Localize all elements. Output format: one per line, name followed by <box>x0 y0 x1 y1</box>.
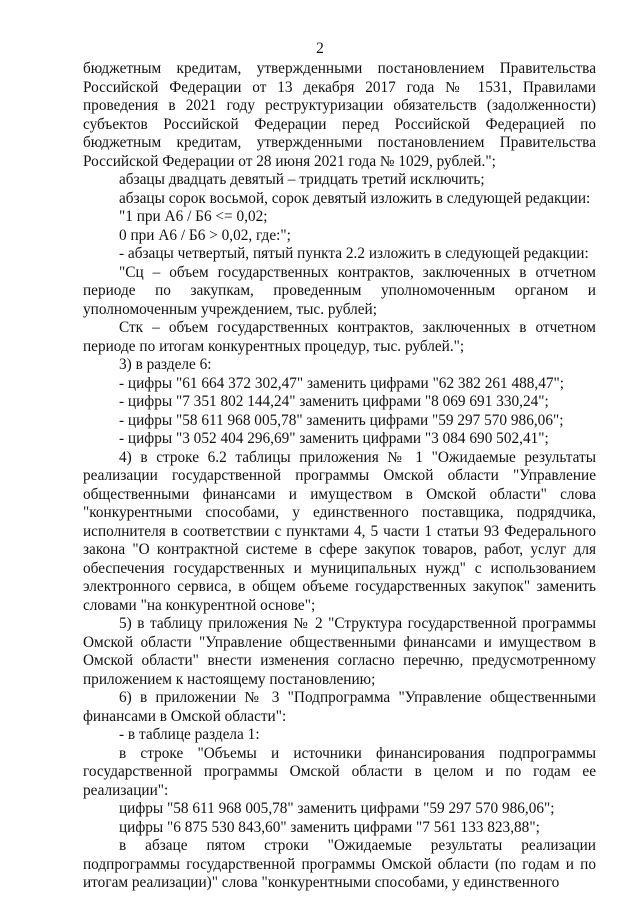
paragraph-18: в строке "Объемы и источники финансирования подпрограммы государственной программы Омской области в целом и по годам ее реализации": <box>83 744 596 799</box>
paragraph-8: Стк – объем государственных контрактов, заключенных в отчетном периоде по итогам конкурентных процедур, тыс. рублей."; <box>83 319 596 355</box>
paragraph-4: "1 при А6 / Б6 <= 0,02; <box>119 208 268 225</box>
paragraph-2: абзацы двадцать девятый – тридцать третий исключить; <box>119 171 485 188</box>
paragraph-10: - цифры "61 664 372 302,47" заменить цифрами "62 382 261 488,47"; <box>119 374 565 392</box>
paragraph-13: - цифры "3 052 404 296,69" заменить цифрами "3 084 690 502,41"; <box>119 430 549 447</box>
paragraph-1: бюджетным кредитам, утвержденными постановлением Правительства Российской Федерации от 13 декабря 2017 года № 1531, Правилами проведения в 2021 году реструктуризации обязательств (задолженности) субъектов Российской Федерации перед Российской Федерацией по бюджетным кредитам, утвержденными постановлением Правительства Российской Федерации от 28 июня 2021 года № 1029, рублей."; <box>83 60 596 170</box>
paragraph-21: в абзаце пятом строки "Ожидаемые результаты реализации подпрограммы государственной программы Омской области (по годам и по итогам реализации)" слова "конкурентными способами, у единственного <box>83 837 596 891</box>
paragraph-14: 4) в строке 6.2 таблицы приложения № 1 "Ожидаемые результаты реализации государственной программы Омской области "Управление общественными финансами и имуществом в Омской области" слова "конкурентными способами, у единственного поставщика, подрядчика, исполнителя в соответствии с пунктами 4, 5 части 1 статьи 93 Федерального закона "О контрактной системе в сфере закупок товаров, работ, услуг для обеспечения государственных и муниципальных нужд" с использованием электронного сервиса, в общем объеме государственных закупок" заменить словами "на конкурентной основе"; <box>83 448 596 614</box>
paragraph-11: - цифры "7 351 802 144,24" заменить цифрами "8 069 691 330,24"; <box>119 393 549 410</box>
paragraph-9: 3) в разделе 6: <box>119 356 212 373</box>
paragraph-12: - цифры "58 611 968 005,78" заменить цифрами "59 297 570 986,06"; <box>119 411 564 429</box>
paragraph-16: 6) в приложении № 3 "Подпрограмма "Управление общественными финансами в Омской области": <box>83 689 596 725</box>
paragraph-6: - абзацы четвертый, пятый пункта 2.2 изложить в следующей редакции: <box>119 245 589 262</box>
paragraph-3: абзацы сорок восьмой, сорок девятый изложить в следующей редакции: <box>119 189 591 207</box>
paragraph-19: цифры "58 611 968 005,78" заменить цифрами "59 297 570 986,06"; <box>119 800 555 817</box>
paragraph-7: "Сц – объем государственных контрактов, заключенных в отчетном периоде по закупкам, проведенным уполномоченным органом и уполномоченным учреждением, тыс. рублей; <box>83 263 596 318</box>
paragraph-20: цифры "6 875 530 843,60" заменить цифрами "7 561 133 823,88"; <box>119 818 540 836</box>
document-body <box>83 60 596 893</box>
paragraph-15: 5) в таблицу приложения № 2 "Структура государственной программы Омской области "Управление общественными финансами и имуществом в Омской области" внести изменения согласно перечню, предусмотренному приложением к настоящему постановлению; <box>83 615 596 688</box>
page-number: 2 <box>316 40 324 57</box>
paragraph-5: 0 при А6 / Б6 > 0,02, где:"; <box>119 226 291 244</box>
paragraph-17: - в таблице раздела 1: <box>119 726 260 743</box>
